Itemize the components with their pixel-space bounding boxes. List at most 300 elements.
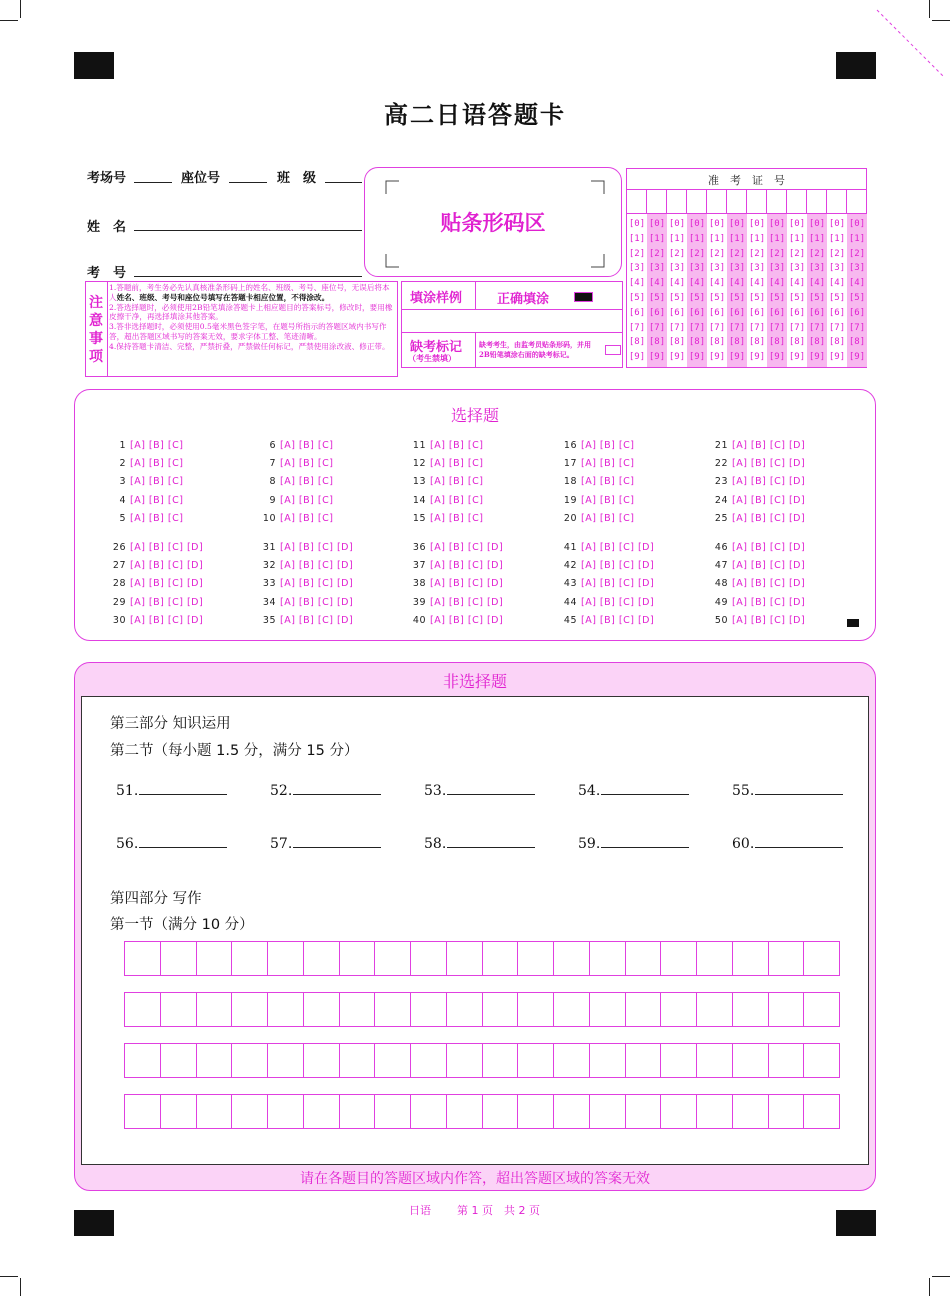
- admission-digit-bubble[interactable]: [8]: [748, 337, 766, 348]
- choice-question[interactable]: [262, 458, 333, 469]
- admission-digit-bubble[interactable]: [0]: [688, 219, 706, 229]
- admission-digit-bubble[interactable]: [0]: [828, 219, 846, 229]
- name-field[interactable]: [134, 230, 362, 231]
- admission-digit-bubble[interactable]: [4]: [688, 278, 706, 289]
- admission-digit-bubble[interactable]: [6]: [708, 307, 726, 318]
- crop-mark-tl: [0, 20, 18, 21]
- answer-options[interactable]: [A] [B] [C] [D]: [581, 578, 655, 590]
- notice-box: [85, 281, 398, 377]
- blank-line[interactable]: [755, 781, 843, 795]
- admission-digit-bubble[interactable]: [4]: [788, 278, 806, 289]
- answer-options[interactable]: [A] [B] [C]: [581, 494, 635, 506]
- choice-question[interactable]: [563, 615, 654, 626]
- admission-digit-bubble[interactable]: [9]: [788, 352, 806, 363]
- choice-question[interactable]: [714, 495, 805, 506]
- answer-options[interactable]: [A] [B] [C]: [280, 494, 334, 506]
- admission-digit-bubble[interactable]: [3]: [628, 263, 646, 274]
- fill-blank[interactable]: [270, 834, 381, 852]
- nonchoice-warning: 请在各题目的答题区域内作答，超出答题区域的答案无效: [300, 1171, 650, 1187]
- admission-digit-bubble[interactable]: [2]: [768, 248, 786, 259]
- choice-question[interactable]: [563, 513, 634, 524]
- admission-digit-bubble[interactable]: [2]: [848, 248, 866, 259]
- admission-digit-bubble[interactable]: [7]: [728, 322, 746, 333]
- choice-question[interactable]: [563, 440, 634, 451]
- answer-options[interactable]: [A] [B] [C] [D]: [430, 596, 504, 608]
- admission-digit-bubble[interactable]: [3]: [648, 263, 666, 274]
- choice-question[interactable]: [563, 542, 654, 553]
- admission-digit-bubble[interactable]: [9]: [628, 352, 646, 363]
- question-number: 26: [112, 542, 126, 553]
- admission-digit-bubble[interactable]: [1]: [728, 233, 746, 244]
- answer-options[interactable]: [A] [B] [C] [D]: [732, 614, 806, 626]
- question-number: 1: [119, 440, 126, 451]
- admission-digit-bubble[interactable]: [1]: [828, 233, 846, 244]
- answer-options[interactable]: [A] [B] [C]: [280, 476, 334, 488]
- answer-options[interactable]: [A] [B] [C] [D]: [581, 614, 655, 626]
- choice-question[interactable]: [262, 542, 353, 553]
- choice-title: 选择题: [450, 406, 499, 425]
- admission-digit-bubble[interactable]: [8]: [688, 337, 706, 348]
- choice-question[interactable]: [262, 560, 353, 571]
- choice-question[interactable]: [714, 615, 805, 626]
- admission-digit-bubble[interactable]: [1]: [668, 233, 686, 244]
- fill-blank[interactable]: [578, 834, 689, 852]
- answer-options[interactable]: [A] [B] [C] [D]: [430, 578, 504, 590]
- admission-digit-bubble[interactable]: [2]: [688, 248, 706, 259]
- question-number: 41: [563, 542, 577, 553]
- choice-question[interactable]: [714, 476, 805, 487]
- barcode-label: 贴条形码区: [440, 210, 546, 235]
- admission-digit-bubble[interactable]: [0]: [728, 219, 746, 229]
- choice-question[interactable]: [262, 578, 353, 589]
- admission-digit-bubble[interactable]: [8]: [808, 337, 826, 348]
- fill-blank[interactable]: [578, 781, 689, 799]
- admission-digit-bubble[interactable]: [0]: [808, 219, 826, 229]
- admission-digit-bubble[interactable]: [8]: [788, 337, 806, 348]
- admission-digit-bubble[interactable]: [5]: [728, 292, 746, 303]
- fill-blank[interactable]: [424, 781, 535, 799]
- admission-digit-bubble[interactable]: [7]: [828, 322, 846, 333]
- answer-options[interactable]: [A] [B] [C] [D]: [280, 578, 354, 590]
- admission-digit-bubble[interactable]: [6]: [828, 307, 846, 318]
- admission-digit-bubble[interactable]: [2]: [648, 248, 666, 259]
- blank-line[interactable]: [755, 834, 843, 848]
- answer-options[interactable]: [A] [B] [C]: [430, 476, 484, 488]
- admission-digit-bubble[interactable]: [6]: [748, 307, 766, 318]
- question-number: 24: [714, 494, 728, 506]
- choice-question[interactable]: [112, 495, 183, 506]
- notice-item3: 3.答非选择题时，必须使用0.5毫米黑色签字笔，在题号所指示的答题区域内书写作答，超出答题区域书写的答案无效，要求字体工整、笔迹清晰。: [109, 322, 387, 341]
- choice-question[interactable]: [412, 440, 483, 451]
- choice-question[interactable]: [112, 578, 203, 589]
- admission-digit-bubble[interactable]: [3]: [848, 263, 866, 274]
- question-number: 18: [563, 476, 577, 488]
- writing-grid-row-1[interactable]: [124, 941, 840, 976]
- answer-options[interactable]: [A] [B] [C]: [280, 512, 334, 524]
- choice-question[interactable]: [714, 440, 805, 451]
- question-number: 49: [714, 596, 728, 608]
- absent-mark[interactable]: [605, 345, 621, 355]
- blank-line[interactable]: [601, 834, 689, 848]
- admission-digit-bubble[interactable]: [9]: [708, 352, 726, 363]
- admission-column-divider: [806, 189, 807, 213]
- admission-digit-bubble[interactable]: [0]: [788, 219, 806, 229]
- admission-digit-bubble[interactable]: [9]: [668, 352, 686, 363]
- answer-options[interactable]: [A] [B] [C]: [130, 440, 184, 451]
- blank-line[interactable]: [293, 781, 381, 795]
- admission-digit-bubble[interactable]: [2]: [828, 248, 846, 259]
- answer-options[interactable]: [A] [B] [C]: [130, 458, 184, 470]
- choice-question[interactable]: [112, 458, 183, 469]
- answer-options[interactable]: [A] [B] [C] [D]: [732, 440, 806, 451]
- admission-digit-column[interactable]: [827, 217, 847, 365]
- question-number: 7: [269, 458, 276, 470]
- admission-digit-bubble[interactable]: [0]: [648, 219, 666, 229]
- answer-options[interactable]: [A] [B] [C] [D]: [280, 542, 354, 553]
- absent-sub: （考生禁填）: [408, 353, 456, 363]
- exam-room-field[interactable]: [134, 182, 172, 183]
- choice-question[interactable]: [714, 597, 805, 608]
- admission-digit-bubble[interactable]: [2]: [808, 248, 826, 259]
- answer-options[interactable]: [A] [B] [C] [D]: [130, 542, 204, 553]
- choice-question[interactable]: [262, 495, 333, 506]
- admission-digit-bubble[interactable]: [3]: [748, 263, 766, 274]
- admission-digit-bubble[interactable]: [5]: [768, 292, 786, 303]
- admission-digit-bubble[interactable]: [5]: [788, 292, 806, 303]
- answer-options[interactable]: [A] [B] [C]: [430, 440, 484, 451]
- exam-no-field[interactable]: [134, 276, 362, 277]
- choice-question[interactable]: [714, 578, 805, 589]
- answer-options[interactable]: [A] [B] [C]: [430, 512, 484, 524]
- admission-digit-bubble[interactable]: [9]: [808, 352, 826, 363]
- admission-digit-bubble[interactable]: [6]: [808, 307, 826, 318]
- fill-blank[interactable]: [732, 781, 843, 799]
- admission-digit-bubble[interactable]: [7]: [668, 322, 686, 333]
- choice-question[interactable]: [112, 440, 183, 451]
- answer-options[interactable]: [A] [B] [C] [D]: [280, 614, 354, 626]
- choice-question[interactable]: [563, 578, 654, 589]
- admission-digit-bubble[interactable]: [6]: [628, 307, 646, 318]
- admission-digit-bubble[interactable]: [1]: [688, 233, 706, 244]
- admission-digit-bubble[interactable]: [6]: [848, 307, 866, 318]
- answer-options[interactable]: [A] [B] [C] [D]: [581, 542, 655, 553]
- answer-options[interactable]: [A] [B] [C]: [130, 512, 184, 524]
- admission-digit-bubble[interactable]: [7]: [688, 322, 706, 333]
- admission-digit-bubble[interactable]: [8]: [708, 337, 726, 348]
- admission-digit-bubble[interactable]: [2]: [668, 248, 686, 259]
- admission-digit-bubble[interactable]: [5]: [648, 292, 666, 303]
- choice-question[interactable]: [563, 476, 634, 487]
- choice-question[interactable]: [112, 476, 183, 487]
- admission-digit-bubble[interactable]: [8]: [728, 337, 746, 348]
- admission-digit-bubble[interactable]: [0]: [848, 219, 866, 229]
- admission-digit-column[interactable]: [667, 217, 687, 365]
- answer-options[interactable]: [A] [B] [C] [D]: [430, 542, 504, 553]
- admission-digit-bubble[interactable]: [1]: [788, 233, 806, 244]
- answer-options[interactable]: [A] [B] [C]: [130, 494, 184, 506]
- class-field[interactable]: [325, 182, 362, 183]
- choice-question[interactable]: [412, 560, 503, 571]
- choice-question[interactable]: [563, 495, 634, 506]
- admission-digit-bubble[interactable]: [4]: [748, 278, 766, 289]
- admission-digit-bubble[interactable]: [4]: [648, 278, 666, 289]
- question-number: 33: [262, 578, 276, 590]
- admission-digit-bubble[interactable]: [3]: [768, 263, 786, 274]
- admission-digit-bubble[interactable]: [9]: [828, 352, 846, 363]
- admission-digit-column[interactable]: [627, 217, 647, 365]
- admission-digit-bubble[interactable]: [5]: [708, 292, 726, 303]
- admission-digit-bubble[interactable]: [3]: [788, 263, 806, 274]
- blank-line[interactable]: [447, 781, 535, 795]
- blank-line[interactable]: [601, 781, 689, 795]
- answer-options[interactable]: [A] [B] [C]: [430, 494, 484, 506]
- fill-blank[interactable]: [116, 834, 227, 852]
- part4-heading: 第四部分 写作: [110, 891, 202, 907]
- correct-fill-mark: [574, 292, 593, 302]
- admission-digit-bubble[interactable]: [3]: [808, 263, 826, 274]
- admission-digit-bubble[interactable]: [0]: [708, 219, 726, 229]
- choice-question[interactable]: [412, 513, 483, 524]
- choice-question[interactable]: [112, 542, 203, 553]
- admission-digit-bubble[interactable]: [4]: [708, 278, 726, 289]
- choice-question[interactable]: [563, 560, 654, 571]
- seat-field[interactable]: [229, 182, 267, 183]
- admission-digit-bubble[interactable]: [3]: [668, 263, 686, 274]
- admission-digit-bubble[interactable]: [3]: [728, 263, 746, 274]
- choice-question[interactable]: [262, 513, 333, 524]
- answer-options[interactable]: [A] [B] [C] [D]: [130, 560, 204, 572]
- answer-options[interactable]: [A] [B] [C] [D]: [732, 596, 806, 608]
- question-number: 6: [269, 440, 276, 451]
- admission-digit-bubble[interactable]: [0]: [768, 219, 786, 229]
- question-number: 9: [269, 494, 276, 506]
- crop-mark-br-v: [929, 1278, 930, 1296]
- admission-digit-bubble[interactable]: [8]: [828, 337, 846, 348]
- choice-question[interactable]: [262, 440, 333, 451]
- registration-mark-bl: [74, 1210, 114, 1236]
- admission-digit-bubble[interactable]: [7]: [848, 322, 866, 333]
- choice-question[interactable]: [112, 560, 203, 571]
- fill-blank[interactable]: [116, 781, 227, 799]
- answer-options[interactable]: [A] [B] [C] [D]: [130, 614, 204, 626]
- blank-line[interactable]: [139, 781, 227, 795]
- answer-options[interactable]: [A] [B] [C] [D]: [130, 578, 204, 590]
- admission-digit-bubble[interactable]: [9]: [688, 352, 706, 363]
- answer-options[interactable]: [A] [B] [C]: [130, 476, 184, 488]
- admission-digit-bubble[interactable]: [9]: [728, 352, 746, 363]
- admission-digit-column[interactable]: [807, 217, 827, 365]
- choice-question[interactable]: [714, 513, 805, 524]
- admission-digit-column[interactable]: [847, 217, 867, 365]
- choice-question[interactable]: [412, 542, 503, 553]
- admission-digit-bubble[interactable]: [4]: [828, 278, 846, 289]
- admission-digit-column[interactable]: [647, 217, 667, 365]
- answer-options[interactable]: [A] [B] [C]: [280, 458, 334, 470]
- answer-options[interactable]: [A] [B] [C] [D]: [732, 476, 806, 488]
- admission-digit-bubble[interactable]: [7]: [768, 322, 786, 333]
- admission-digit-column[interactable]: [747, 217, 767, 365]
- choice-question[interactable]: [714, 542, 805, 553]
- admission-digit-column[interactable]: [787, 217, 807, 365]
- choice-question[interactable]: [563, 458, 634, 469]
- admission-digit-bubble[interactable]: [9]: [648, 352, 666, 363]
- admission-digit-bubble[interactable]: [1]: [768, 233, 786, 244]
- admission-digit-bubble[interactable]: [1]: [708, 233, 726, 244]
- section1-heading: 第一节（满分 10 分）: [110, 917, 254, 933]
- admission-digit-bubble[interactable]: [7]: [808, 322, 826, 333]
- admission-digit-bubble[interactable]: [8]: [668, 337, 686, 348]
- admission-digit-bubble[interactable]: [7]: [628, 322, 646, 333]
- fill-blank[interactable]: [424, 834, 535, 852]
- answer-options[interactable]: [A] [B] [C] [D]: [732, 494, 806, 506]
- admission-digit-bubble[interactable]: [5]: [668, 292, 686, 303]
- admission-digit-bubble[interactable]: [3]: [688, 263, 706, 274]
- fill-sample-box: [401, 281, 623, 310]
- correct-fill-label: 正确填涂: [497, 292, 550, 307]
- answer-options[interactable]: [A] [B] [C]: [581, 440, 635, 451]
- question-number: 38: [412, 578, 426, 590]
- admission-digit-bubble[interactable]: [7]: [708, 322, 726, 333]
- blank-line[interactable]: [139, 834, 227, 848]
- admission-digit-bubble[interactable]: [4]: [848, 278, 866, 289]
- choice-question[interactable]: [112, 597, 203, 608]
- admission-digit-bubble[interactable]: [1]: [808, 233, 826, 244]
- answer-options[interactable]: [A] [B] [C] [D]: [732, 458, 806, 470]
- admission-digit-column[interactable]: [727, 217, 747, 365]
- admission-digit-bubble[interactable]: [2]: [708, 248, 726, 259]
- blank-line[interactable]: [293, 834, 381, 848]
- admission-digit-bubble[interactable]: [4]: [668, 278, 686, 289]
- admission-column-divider: [726, 189, 727, 213]
- admission-digit-bubble[interactable]: [6]: [668, 307, 686, 318]
- choice-question[interactable]: [412, 495, 483, 506]
- question-number: 22: [714, 458, 728, 470]
- admission-digit-bubble[interactable]: [0]: [668, 219, 686, 229]
- admission-digit-bubble[interactable]: [6]: [788, 307, 806, 318]
- answer-options[interactable]: [A] [B] [C]: [280, 440, 334, 451]
- admission-digit-bubble[interactable]: [8]: [768, 337, 786, 348]
- answer-options[interactable]: [A] [B] [C] [D]: [581, 596, 655, 608]
- admission-digit-bubble[interactable]: [1]: [648, 233, 666, 244]
- admission-digit-bubble[interactable]: [2]: [628, 248, 646, 259]
- answer-options[interactable]: [A] [B] [C] [D]: [280, 596, 354, 608]
- admission-digit-bubble[interactable]: [5]: [628, 292, 646, 303]
- admission-digit-bubble[interactable]: [7]: [748, 322, 766, 333]
- admission-digit-bubble[interactable]: [9]: [748, 352, 766, 363]
- admission-digit-bubble[interactable]: [2]: [788, 248, 806, 259]
- choice-question[interactable]: [563, 597, 654, 608]
- absent-divider: [475, 333, 476, 367]
- choice-question[interactable]: [412, 578, 503, 589]
- admission-digit-bubble[interactable]: [4]: [728, 278, 746, 289]
- question-number: 27: [112, 560, 126, 572]
- fill-blank[interactable]: [270, 781, 381, 799]
- answer-options[interactable]: [A] [B] [C] [D]: [732, 512, 806, 524]
- admission-digit-bubble[interactable]: [6]: [648, 307, 666, 318]
- answer-options[interactable]: [A] [B] [C]: [430, 458, 484, 470]
- admission-digit-bubble[interactable]: [6]: [728, 307, 746, 318]
- answer-options[interactable]: [A] [B] [C]: [581, 476, 635, 488]
- admission-digit-bubble[interactable]: [1]: [848, 233, 866, 244]
- answer-options[interactable]: [A] [B] [C]: [581, 458, 635, 470]
- admission-digit-bubble[interactable]: [8]: [628, 337, 646, 348]
- question-number: 46: [714, 542, 728, 553]
- admission-digit-bubble[interactable]: [6]: [768, 307, 786, 318]
- admission-digit-column[interactable]: [687, 217, 707, 365]
- blank-line[interactable]: [447, 834, 535, 848]
- admission-digit-bubble[interactable]: [4]: [808, 278, 826, 289]
- admission-digit-bubble[interactable]: [5]: [688, 292, 706, 303]
- choice-timing-mark: [847, 619, 859, 627]
- admission-digit-bubble[interactable]: [2]: [748, 248, 766, 259]
- admission-digit-bubble[interactable]: [9]: [848, 352, 866, 363]
- choice-question[interactable]: [262, 476, 333, 487]
- choice-question[interactable]: [412, 458, 483, 469]
- admission-digit-column[interactable]: [707, 217, 727, 365]
- admission-digit-bubble[interactable]: [3]: [828, 263, 846, 274]
- answer-options[interactable]: [A] [B] [C] [D]: [732, 578, 806, 590]
- answer-options[interactable]: [A] [B] [C] [D]: [430, 614, 504, 626]
- writing-grid-row-3[interactable]: [124, 1043, 840, 1078]
- answer-options[interactable]: [A] [B] [C]: [581, 512, 635, 524]
- admission-digit-bubble[interactable]: [8]: [848, 337, 866, 348]
- choice-question[interactable]: [112, 615, 203, 626]
- admission-digit-bubble[interactable]: [5]: [848, 292, 866, 303]
- choice-question[interactable]: [412, 597, 503, 608]
- admission-digit-bubble[interactable]: [6]: [688, 307, 706, 318]
- choice-question[interactable]: [714, 560, 805, 571]
- choice-question[interactable]: [412, 476, 483, 487]
- blank-row: [401, 309, 623, 333]
- admission-digit-bubble[interactable]: [8]: [648, 337, 666, 348]
- choice-question[interactable]: [714, 458, 805, 469]
- choice-question[interactable]: [412, 615, 503, 626]
- admission-digit-bubble[interactable]: [7]: [788, 322, 806, 333]
- writing-grid-row-2[interactable]: [124, 992, 840, 1027]
- admission-digit-bubble[interactable]: [0]: [748, 219, 766, 229]
- writing-grid-row-4[interactable]: [124, 1094, 840, 1129]
- admission-digit-bubble[interactable]: [5]: [808, 292, 826, 303]
- answer-options[interactable]: [A] [B] [C] [D]: [280, 560, 354, 572]
- admission-digit-bubble[interactable]: [1]: [628, 233, 646, 244]
- admission-digit-bubble[interactable]: [4]: [768, 278, 786, 289]
- admission-digit-bubble[interactable]: [7]: [648, 322, 666, 333]
- answer-options[interactable]: [A] [B] [C] [D]: [732, 542, 806, 553]
- answer-options[interactable]: [A] [B] [C] [D]: [581, 560, 655, 572]
- answer-options[interactable]: [A] [B] [C] [D]: [732, 560, 806, 572]
- blank-number: 54.: [578, 783, 601, 799]
- admission-digit-bubble[interactable]: [0]: [628, 219, 646, 229]
- choice-question[interactable]: [262, 597, 353, 608]
- answer-options[interactable]: [A] [B] [C] [D]: [130, 596, 204, 608]
- admission-digit-column[interactable]: [767, 217, 787, 365]
- admission-digit-bubble[interactable]: [2]: [728, 248, 746, 259]
- choice-question[interactable]: [262, 615, 353, 626]
- admission-digit-bubble[interactable]: [5]: [748, 292, 766, 303]
- name-label: 姓 名: [87, 220, 127, 235]
- admission-digit-bubble[interactable]: [4]: [628, 278, 646, 289]
- question-number: 5: [119, 512, 126, 524]
- admission-digit-bubble[interactable]: [3]: [708, 263, 726, 274]
- choice-question[interactable]: [112, 513, 183, 524]
- notice-divider: [107, 282, 108, 376]
- admission-digit-bubble[interactable]: [1]: [748, 233, 766, 244]
- fill-blank[interactable]: [732, 834, 843, 852]
- answer-options[interactable]: [A] [B] [C] [D]: [430, 560, 504, 572]
- blank-number: 59.: [578, 836, 601, 852]
- admission-digit-bubble[interactable]: [5]: [828, 292, 846, 303]
- admission-digit-bubble[interactable]: [9]: [768, 352, 786, 363]
